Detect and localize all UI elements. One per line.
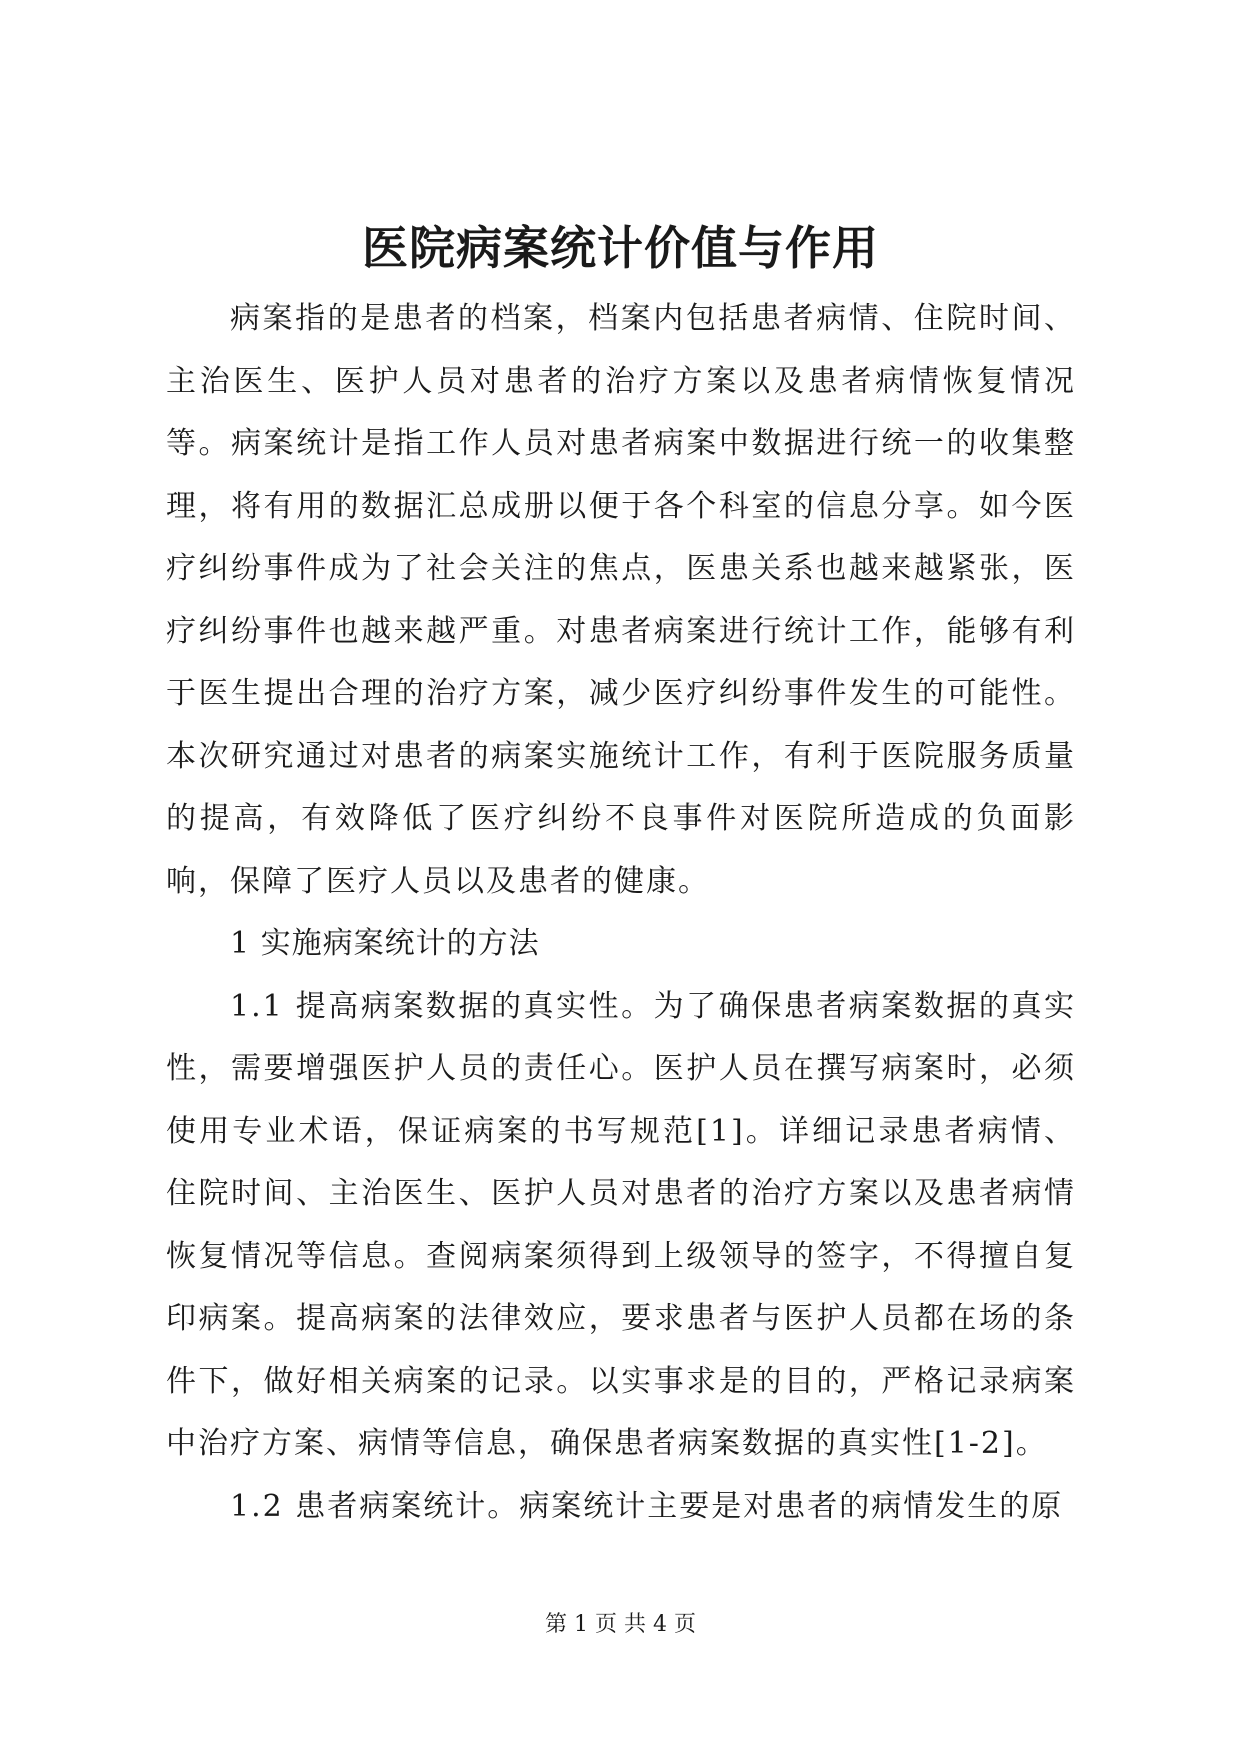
page-footer — [0, 1610, 1241, 1640]
subsection-1-2-paragraph: 1.2 患者病案统计。病案统计主要是对患者的病情发生的原 — [230, 1488, 1064, 1524]
document-title: 医院病案统计价值与作用 — [362, 221, 879, 275]
intro-paragraph: 病案指的是患者的档案，档案内包括患者病情、住院时间、主治医生、医护人员对患者的治疗方案以及患者病情恢复情况等。病案统计是指工作人员对患者病案中数据进行统一的收集整理，将有用的数据汇总成册以便于各个科室的信息分享。如今医疗纠纷事件成为了社会关注的焦点，医患关系也越来越紧张，医疗纠纷事件也越来越严重。对患者病案进行统计工作，能够有利于医生提出合理的治疗方案，减少医疗纠纷事件发生的可能性。本次研究通过对患者的病案实施统计工作，有利于医院服务质量的提高，有效降低了医疗纠纷不良事件对医院所造成的负面影响，保障了医疗人员以及患者的健康。 — [166, 301, 1076, 899]
section-heading-1: 1 实施病案统计的方法 — [230, 926, 540, 961]
document-body — [166, 288, 1076, 1538]
subsection-1-1-paragraph: 1.1 提高病案数据的真实性。为了确保患者病案数据的真实性，需要增强医护人员的责任心。医护人员在撰写病案时，必须使用专业术语，保证病案的书写规范[1]。详细记录患者病情、住院时间、主治医生、医护人员对患者的治疗方案以及患者病情恢复情况等信息。查阅病案须得到上级领导的签字，不得擅自复印病案。提高病案的法律效应，要求患者与医护人员都在场的条件下，做好相关病案的记录。以实事求是的目的，严格记录病案中治疗方案、病情等信息，确保患者病案数据的真实性[1-2]。 — [166, 988, 1076, 1461]
page-number: 第 1 页 共 4 页 — [545, 1612, 696, 1637]
